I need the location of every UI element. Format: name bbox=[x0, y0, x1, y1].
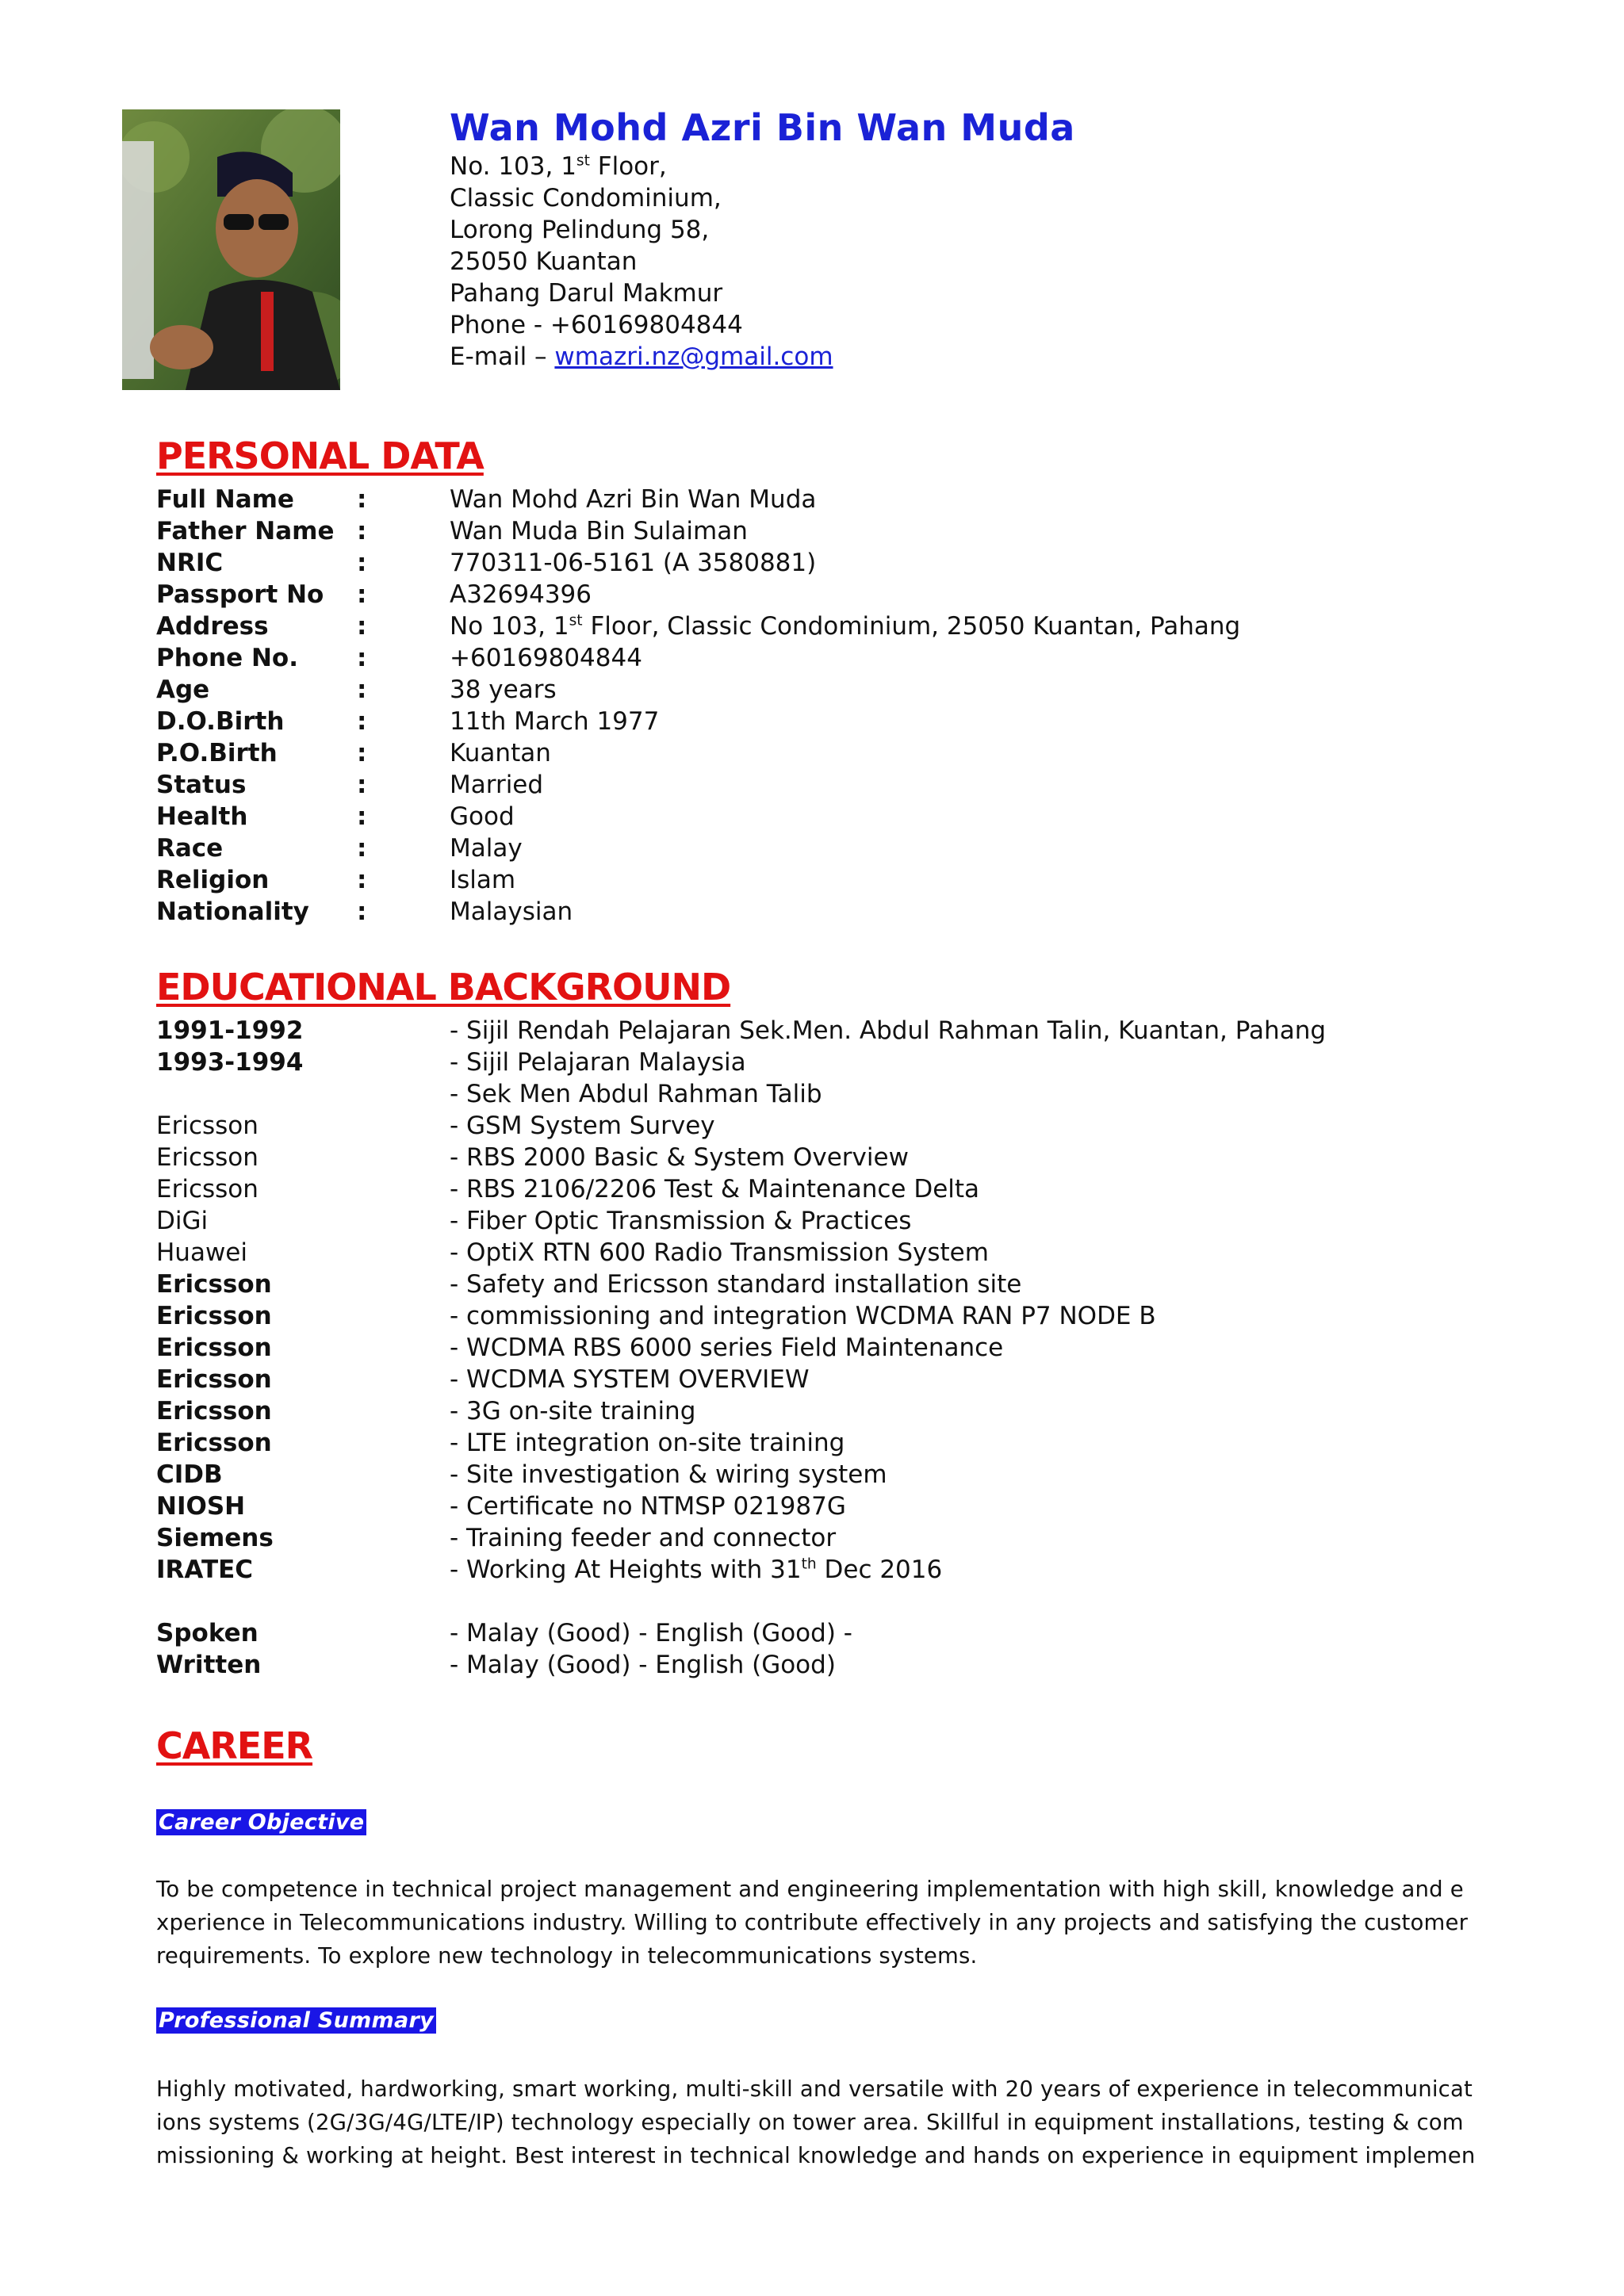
data-row bbox=[0, 1332, 1624, 1364]
paragraph-line: missioning & working at height. Best interest in technical knowledge and hands on experience in equipment implemen bbox=[156, 2143, 1476, 2168]
data-row bbox=[0, 769, 1624, 801]
row-value: 11th March 1977 bbox=[450, 707, 660, 736]
row-label: Ericsson bbox=[156, 1112, 259, 1140]
row-value: - Malay (Good) - English (Good) - bbox=[450, 1619, 852, 1647]
row-value: Wan Muda Bin Sulaiman bbox=[450, 517, 748, 545]
row-label: 1991-1992 bbox=[156, 1016, 304, 1045]
row-value-post: Floor, Classic Condominium, 25050 Kuantan, Pahang bbox=[582, 612, 1241, 641]
data-row bbox=[0, 1427, 1624, 1459]
row-colon: : bbox=[357, 675, 367, 704]
row-colon: : bbox=[357, 897, 367, 926]
row-value: - RBS 2000 Basic & System Overview bbox=[450, 1143, 909, 1172]
data-row bbox=[0, 484, 1624, 515]
row-value: - GSM System Survey bbox=[450, 1112, 715, 1140]
data-row bbox=[0, 1617, 1624, 1649]
data-row bbox=[0, 737, 1624, 769]
data-row bbox=[0, 547, 1624, 579]
data-row bbox=[0, 832, 1624, 864]
address-line-4: 25050 Kuantan bbox=[450, 247, 638, 276]
professional-summary-label: Professional Summary bbox=[156, 2007, 436, 2034]
row-value: A32694396 bbox=[450, 580, 592, 609]
address-line-1 bbox=[450, 151, 667, 182]
address-line-1-sup: st bbox=[576, 152, 590, 170]
personal-data-heading: PERSONAL DATA bbox=[156, 434, 484, 477]
data-row bbox=[0, 1395, 1624, 1427]
row-value bbox=[450, 1554, 942, 1586]
row-value: - 3G on-site training bbox=[450, 1397, 696, 1425]
row-label: Ericsson bbox=[156, 1365, 272, 1394]
row-colon: : bbox=[357, 834, 367, 863]
paragraph-line: To be competence in technical project management and engineering implementation with high skill, knowledge and e bbox=[156, 1877, 1464, 1902]
email-line bbox=[450, 341, 833, 373]
row-value: Malaysian bbox=[450, 897, 573, 926]
data-row bbox=[0, 1649, 1624, 1681]
row-value: - LTE integration on-site training bbox=[450, 1429, 845, 1457]
row-value-sup: th bbox=[801, 1556, 817, 1573]
row-value bbox=[450, 610, 1240, 642]
row-label: Passport No bbox=[156, 580, 324, 609]
row-value: - OptiX RTN 600 Radio Transmission System bbox=[450, 1238, 989, 1267]
row-label: Spoken bbox=[156, 1619, 259, 1647]
row-label: Ericsson bbox=[156, 1429, 272, 1457]
data-row bbox=[0, 1490, 1624, 1522]
row-label: Full Name bbox=[156, 485, 294, 514]
data-row bbox=[0, 579, 1624, 610]
row-colon: : bbox=[357, 866, 367, 894]
address-line-2: Classic Condominium, bbox=[450, 184, 722, 212]
data-row bbox=[0, 801, 1624, 832]
data-row bbox=[0, 1300, 1624, 1332]
row-label: Siemens bbox=[156, 1524, 274, 1552]
row-value-pre: No 103, 1 bbox=[450, 612, 569, 641]
row-label: Race bbox=[156, 834, 224, 863]
data-row bbox=[0, 1522, 1624, 1554]
row-label: Huawei bbox=[156, 1238, 247, 1267]
profile-photo bbox=[122, 109, 340, 390]
data-row bbox=[0, 706, 1624, 737]
row-value: +60169804844 bbox=[450, 644, 642, 672]
candidate-name: Wan Mohd Azri Bin Wan Muda bbox=[450, 106, 1075, 149]
row-value: - Training feeder and connector bbox=[450, 1524, 837, 1552]
phone-line: Phone - +60169804844 bbox=[450, 311, 743, 339]
row-label: P.O.Birth bbox=[156, 739, 278, 767]
row-label: Religion bbox=[156, 866, 270, 894]
row-label: Health bbox=[156, 802, 248, 831]
row-value: Married bbox=[450, 771, 544, 799]
professional-summary-text bbox=[156, 2072, 1476, 2172]
row-label: IRATEC bbox=[156, 1556, 254, 1584]
row-label: Phone No. bbox=[156, 644, 298, 672]
data-row bbox=[0, 674, 1624, 706]
row-value: 770311-06-5161 (A 3580881) bbox=[450, 549, 817, 577]
education-heading: EDUCATIONAL BACKGROUND bbox=[156, 966, 731, 1008]
row-label: Ericsson bbox=[156, 1397, 272, 1425]
row-value: - Site investigation & wiring system bbox=[450, 1460, 887, 1489]
row-colon: : bbox=[357, 485, 367, 514]
row-colon: : bbox=[357, 612, 367, 641]
row-label: NIOSH bbox=[156, 1492, 246, 1521]
address-line-1-pre: No. 103, 1 bbox=[450, 152, 576, 181]
row-label: DiGi bbox=[156, 1207, 209, 1235]
data-row bbox=[0, 1015, 1624, 1047]
row-value: Good bbox=[450, 802, 515, 831]
row-colon: : bbox=[357, 707, 367, 736]
row-value-post: Dec 2016 bbox=[816, 1556, 943, 1584]
data-row bbox=[0, 1173, 1624, 1205]
data-row bbox=[0, 642, 1624, 674]
row-value: - Sijil Pelajaran Malaysia bbox=[450, 1048, 746, 1077]
row-label: NRIC bbox=[156, 549, 224, 577]
paragraph-line: Highly motivated, hardworking, smart working, multi-skill and versatile with 20 years of experience in telecommunicat bbox=[156, 2076, 1473, 2102]
row-value: - Certificate no NTMSP 021987G bbox=[450, 1492, 846, 1521]
paragraph-line: ions systems (2G/3G/4G/LTE/IP) technology especially on tower area. Skillful in equipment installations, testing & com bbox=[156, 2110, 1464, 2135]
row-value: - Safety and Ericsson standard installation site bbox=[450, 1270, 1022, 1299]
address-line-1-post: Floor, bbox=[589, 152, 667, 181]
data-row bbox=[0, 515, 1624, 547]
row-value: 38 years bbox=[450, 675, 557, 704]
row-colon: : bbox=[357, 580, 367, 609]
data-row bbox=[0, 1110, 1624, 1142]
row-label: Status bbox=[156, 771, 247, 799]
career-heading: CAREER bbox=[156, 1724, 313, 1767]
row-value: - Fiber Optic Transmission & Practices bbox=[450, 1207, 912, 1235]
row-colon: : bbox=[357, 517, 367, 545]
data-row bbox=[0, 1047, 1624, 1078]
row-label: D.O.Birth bbox=[156, 707, 285, 736]
data-row bbox=[0, 1205, 1624, 1237]
row-label: Ericsson bbox=[156, 1334, 272, 1362]
row-value: Islam bbox=[450, 866, 516, 894]
row-colon: : bbox=[357, 771, 367, 799]
data-row bbox=[0, 864, 1624, 896]
data-row bbox=[0, 1078, 1624, 1110]
row-value: - WCDMA RBS 6000 series Field Maintenance bbox=[450, 1334, 1004, 1362]
row-label: Nationality bbox=[156, 897, 309, 926]
data-row bbox=[0, 1269, 1624, 1300]
row-value: Kuantan bbox=[450, 739, 551, 767]
row-value: Malay bbox=[450, 834, 523, 863]
email-label: E-mail – bbox=[450, 342, 555, 371]
data-row bbox=[0, 1237, 1624, 1269]
data-row bbox=[0, 1459, 1624, 1490]
row-label: Written bbox=[156, 1651, 262, 1679]
row-value: - Sek Men Abdul Rahman Talib bbox=[450, 1080, 822, 1108]
row-label: Ericsson bbox=[156, 1143, 259, 1172]
row-label: Age bbox=[156, 675, 210, 704]
data-row bbox=[0, 1554, 1624, 1586]
row-label: CIDB bbox=[156, 1460, 223, 1489]
address-line-3: Lorong Pelindung 58, bbox=[450, 216, 710, 244]
row-label: Ericsson bbox=[156, 1175, 259, 1203]
row-value: Wan Mohd Azri Bin Wan Muda bbox=[450, 485, 817, 514]
row-label: Address bbox=[156, 612, 269, 641]
career-objective-text bbox=[156, 1873, 1473, 1973]
data-row bbox=[0, 1364, 1624, 1395]
row-colon: : bbox=[357, 739, 367, 767]
career-objective-label: Career Objective bbox=[156, 1809, 366, 1835]
paragraph-line: requirements. To explore new technology in telecommunications systems. bbox=[156, 1943, 978, 1969]
email-link[interactable]: wmazri.nz@gmail.com bbox=[554, 342, 833, 371]
row-colon: : bbox=[357, 644, 367, 672]
row-label: 1993-1994 bbox=[156, 1048, 304, 1077]
row-value: - Sijil Rendah Pelajaran Sek.Men. Abdul Rahman Talin, Kuantan, Pahang bbox=[450, 1016, 1327, 1045]
data-row bbox=[0, 610, 1624, 642]
paragraph-line: xperience in Telecommunications industry. Willing to contribute effectively in any projects and satisfying the customer bbox=[156, 1910, 1469, 1935]
profile-photo-image bbox=[122, 109, 340, 390]
row-colon: : bbox=[357, 549, 367, 577]
row-colon: : bbox=[357, 802, 367, 831]
row-value: - commissioning and integration WCDMA RAN P7 NODE B bbox=[450, 1302, 1156, 1330]
row-label: Ericsson bbox=[156, 1302, 272, 1330]
data-row bbox=[0, 1142, 1624, 1173]
data-row bbox=[0, 896, 1624, 928]
row-value: - Malay (Good) - English (Good) bbox=[450, 1651, 836, 1679]
row-label: Father Name bbox=[156, 517, 335, 545]
row-value-pre: - Working At Heights with 31 bbox=[450, 1556, 802, 1584]
row-value: - WCDMA SYSTEM OVERVIEW bbox=[450, 1365, 810, 1394]
row-value-sup: st bbox=[569, 612, 583, 629]
row-value: - RBS 2106/2206 Test & Maintenance Delta bbox=[450, 1175, 980, 1203]
row-label: Ericsson bbox=[156, 1270, 272, 1299]
address-line-5: Pahang Darul Makmur bbox=[450, 279, 723, 308]
